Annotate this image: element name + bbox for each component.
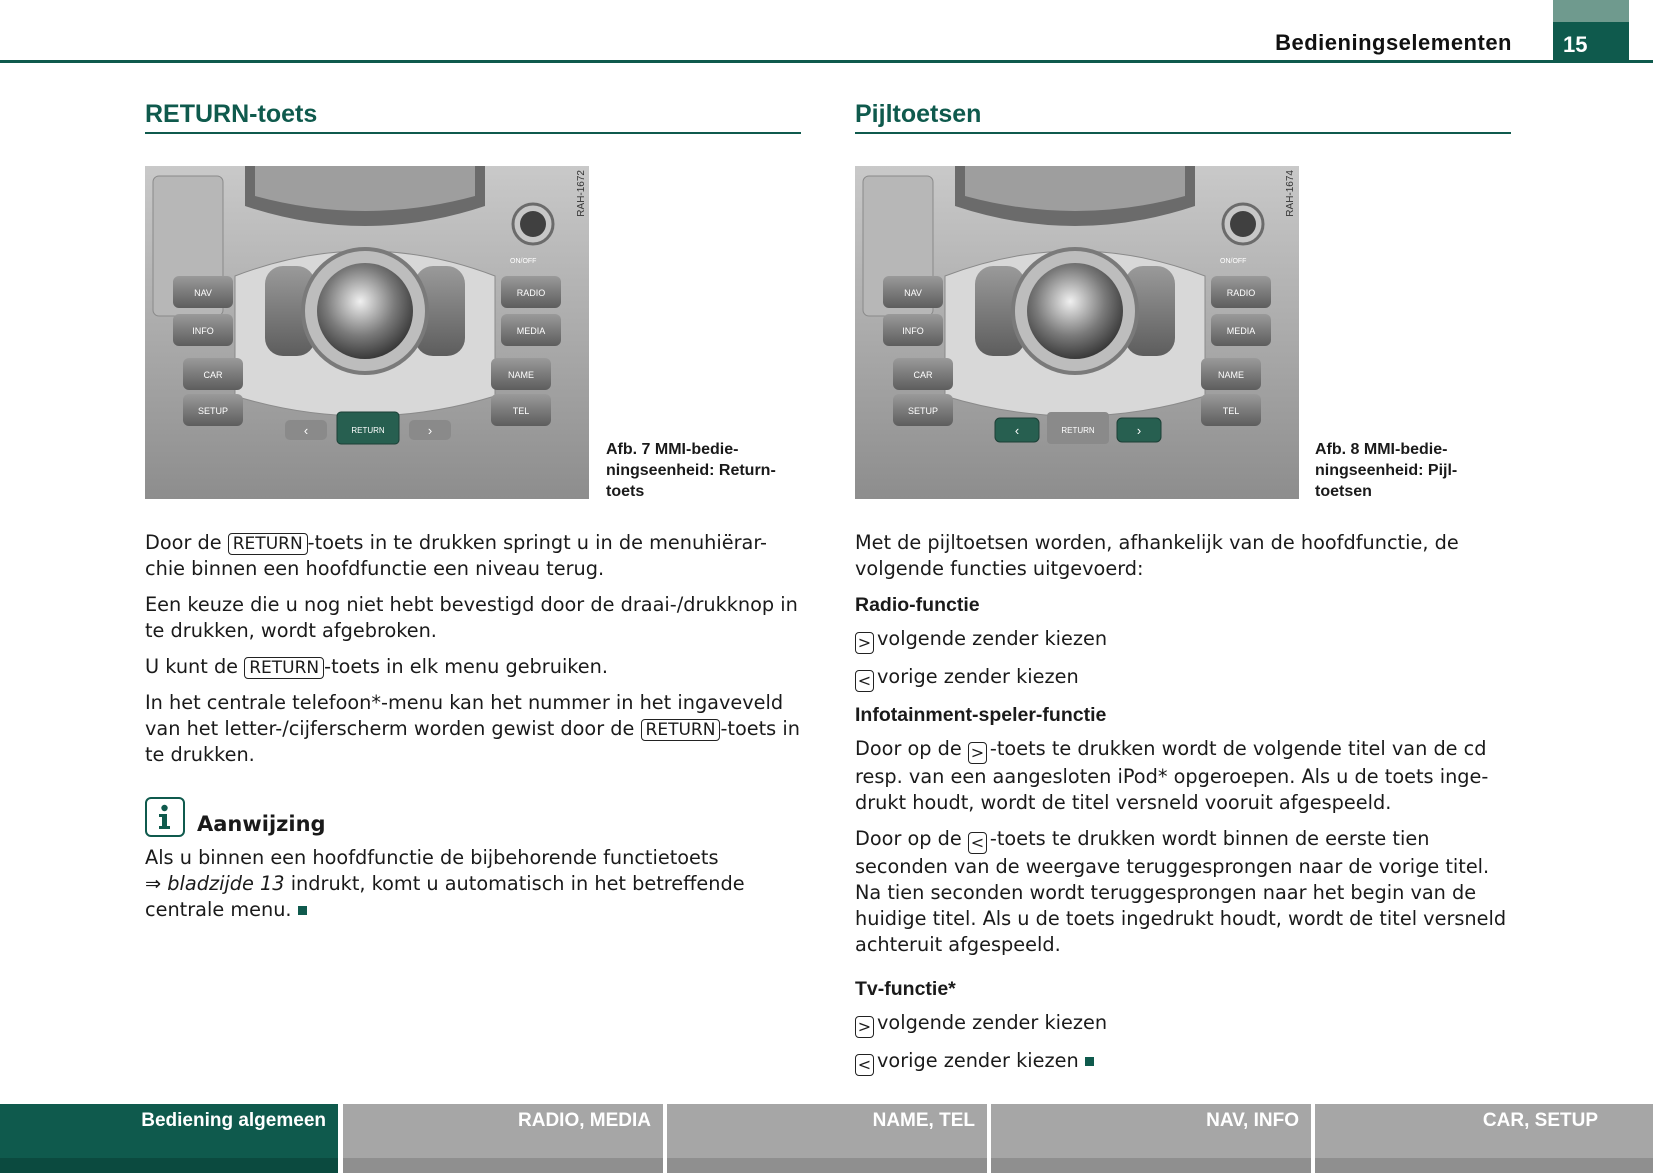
right-arrow-key: > — [855, 632, 874, 654]
running-header: Bedieningselementen — [1275, 30, 1512, 55]
tab-name-tel[interactable]: NAME, TEL — [667, 1104, 987, 1173]
figure-mmi-arrows — [855, 166, 1299, 499]
end-mark — [298, 906, 307, 915]
tab-car-setup[interactable]: CAR, SETUP — [1315, 1104, 1653, 1173]
return-key: RETURN — [228, 533, 308, 555]
header-rule — [0, 60, 1653, 63]
right-arrow-key: > — [968, 742, 987, 764]
paragraph: Door op de > -toets te drukken wordt de volgende titel van de cd resp. van een aangesloten iPod* opgeroepen. Als u de toets inge-drukt houdt, wordt de titel versneld vooruit afgespeeld. — [855, 737, 1489, 814]
left-arrow-key: < — [968, 832, 987, 854]
panel-label-name: NAME — [507, 370, 535, 380]
panel-label-info: INFO — [902, 326, 924, 336]
panel-label-car: CAR — [203, 370, 223, 380]
paragraph: In het centrale telefoon*-menu kan het nummer in het ingaveveld van het letter-/cijferscherm worden gewist door de RETURN -toets in te drukken. — [145, 691, 800, 766]
paragraph: Door op de < -toets te drukken wordt binnen de eerste tien seconden van de weergave teruggesprongen naar de vorige titel. Na tien seconden wordt teruggesprongen naar het begin van de huidige titel. Als u de toets ingedrukt houdt, wordt de titel versneld achteruit afgespeeld. — [855, 827, 1507, 956]
panel-label-tel: TEL — [512, 406, 530, 416]
list-item: < vorige zender kiezen — [855, 664, 1510, 692]
info-icon — [145, 797, 185, 837]
panel-label-return: RETURN — [351, 426, 385, 435]
left-arrow-key: < — [855, 670, 874, 692]
note-title: Aanwijzing — [197, 812, 326, 836]
subheading-infotainment: Infotainment-speler-functie — [855, 704, 1107, 726]
panel-label-media: MEDIA — [516, 326, 546, 336]
subheading-tv: Tv-functie* — [855, 978, 956, 1000]
figure-mmi-return — [145, 166, 589, 499]
panel-label-right-arrow: › — [427, 423, 433, 438]
subheading-radio: Radio-functie — [855, 594, 980, 616]
arrow-glyph: ⇒ — [145, 872, 162, 895]
panel-label-name: NAME — [1217, 370, 1245, 380]
panel-label-setup: SETUP — [907, 406, 939, 416]
panel-label-tel: TEL — [1222, 406, 1240, 416]
list-item: < vorige zender kiezen — [855, 1048, 1510, 1076]
figure-caption-left: Afb. 7 MMI-bedie-ningseenheid: Return-toets — [606, 441, 776, 500]
panel-label-return: RETURN — [1061, 426, 1095, 435]
panel-label-onoff: ON/OFF — [510, 258, 537, 265]
left-body — [145, 530, 800, 778]
return-key: RETURN — [641, 719, 721, 741]
page-number-badge — [1553, 0, 1629, 63]
paragraph: U kunt de RETURN -toets in elk menu gebruiken. — [145, 655, 608, 678]
panel-label-right-arrow: › — [1136, 423, 1142, 438]
panel-label-info: INFO — [192, 326, 214, 336]
figure-ref-left: RAH-1672 — [576, 170, 587, 217]
page-reference-link[interactable]: bladzijde 13 — [167, 872, 285, 895]
panel-label-radio: RADIO — [516, 288, 546, 298]
paragraph: Met de pijltoetsen worden, afhankelijk van de hoofdfunctie, de volgende functies uitgevoerd: — [855, 531, 1459, 580]
figure-caption-right: Afb. 8 MMI-bedie-ningseenheid: Pijl-toetsen — [1315, 441, 1458, 500]
figure-ref-right: RAH-1674 — [1285, 170, 1296, 217]
page-number: 15 — [1563, 32, 1588, 57]
panel-label-nav: NAV — [904, 288, 922, 298]
paragraph: Door de RETURN -toets in te drukken springt u in de menuhiërar-chie binnen een hoofdfunctie een niveau terug. — [145, 531, 768, 580]
panel-label-onoff: ON/OFF — [1220, 258, 1247, 265]
right-arrow-key: > — [855, 1016, 874, 1038]
paragraph: Een keuze die u nog niet hebt bevestigd door de draai-/drukknop in te drukken, wordt afgebroken. — [145, 593, 798, 642]
panel-label-radio: RADIO — [1226, 288, 1256, 298]
tab-radio-media[interactable]: RADIO, MEDIA — [343, 1104, 663, 1173]
left-arrow-key: < — [855, 1054, 874, 1076]
right-body — [855, 530, 1510, 1086]
heading-rule-right — [855, 132, 1511, 134]
panel-label-nav: NAV — [194, 288, 212, 298]
list-item: > volgende zender kiezen — [855, 626, 1510, 654]
note-body: Als u binnen een hoofdfunctie de bijbehorende functietoets ⇒ bladzijde 13 indrukt, komt u automatisch in het betreffende centrale menu. — [145, 846, 745, 921]
panel-label-left-arrow: ‹ — [303, 423, 309, 438]
panel-label-media: MEDIA — [1226, 326, 1256, 336]
heading-return-toets: RETURN-toets — [145, 100, 318, 128]
list-item: > volgende zender kiezen — [855, 1010, 1510, 1038]
heading-rule-left — [145, 132, 801, 134]
footer-tab-bar — [0, 1104, 1653, 1173]
tab-bediening-algemeen[interactable]: Bediening algemeen — [0, 1104, 338, 1173]
heading-pijltoetsen: Pijltoetsen — [855, 100, 982, 128]
return-key: RETURN — [244, 657, 324, 679]
panel-label-left-arrow: ‹ — [1014, 423, 1020, 438]
panel-label-car: CAR — [913, 370, 933, 380]
tab-nav-info[interactable]: NAV, INFO — [991, 1104, 1311, 1173]
panel-label-setup: SETUP — [197, 406, 229, 416]
end-mark — [1085, 1057, 1094, 1066]
